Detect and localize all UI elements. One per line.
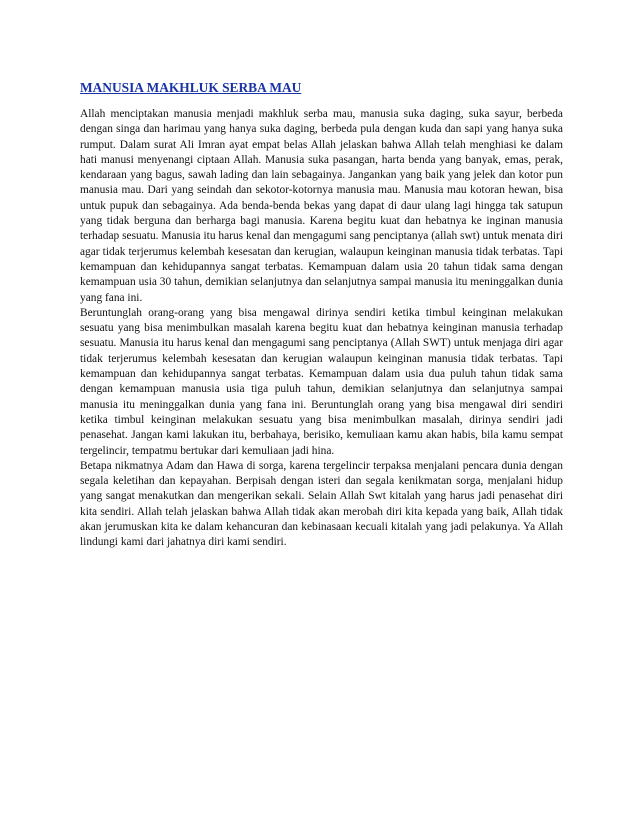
document-page [80, 80, 563, 551]
paragraph-2: Beruntunglah orang-orang yang bisa mengawal dirinya sendiri ketika timbul keinginan melakukan sesuatu yang bisa menimbulkan masalah karena begitu kuat dan hebatnya keinginan manusia terhadap sesuatu. Manusia itu harus kenal dan mengagumi sang penciptanya (Allah SWT) untuk menjaga diri agar tidak terjerumus kelembah kesesatan dan kerugian walaupun keinginan manusia tidak terbatas. Tapi kemampuan dan kehidupannya sangat terbatas. Kemampuan dalam usia dua puluh tahun tidak sama dengan kemampuan manusia usia tiga puluh tahun, demikian selanjutnya dan selanjutnya sampai manusia itu meninggalkan dunia yang fana ini. Beruntunglah orang yang bisa mengawal diri sendiri ketika timbul keinginan melakukan sesuatu yang bisa menimbulkan masalah, dirinya sendiri jadi penasehat. Jangan kami lakukan itu, berbahaya, berisiko, kemuliaan kamu akan habis, bila kamu sempat tergelincir, tempatmu bertukar dari kemuliaan jadi hina. [80, 306, 563, 457]
document-title: MANUSIA MAKHLUK SERBA MAU [80, 80, 302, 95]
paragraph-1: Allah menciptakan manusia menjadi makhluk serba mau, manusia suka daging, suka sayur, berbeda dengan singa dan harimau yang hanya suka daging, berbeda pula dengan kuda dan sapi yang hanya suka rumput. Dalam surat Ali Imran ayat empat belas Allah jelaskan bahwa Allah telah menghiasi ke dalam hati manusi menyenangi ciptaan Allah. Manusia suka pasangan, harta benda yang banyak, emas, perak, kendaraan yang bagus, sawah lading dan lain sebagainya. Jangankan yang baik yang jelek dan kotor pun manusia mau. Dari yang seindah dan sekotor-kotornya manusia mau. Manusia mau kotoran hewan, bisa untuk pupuk dan sebagainya. Ada benda-benda bekas yang dapat di daur ulang lagi hingga tak satupun yang tidak berguna dan berharga bagi manusia. Karena begitu kuat dan hebatnya ke inginan manusia terhadap sesuatu. Manusia itu harus kenal dan mengagumi sang penciptanya (allah swt) untuk menata diri agar tidak terjerumus kelembah kesesatan dan kerugian, walaupun keinginan manusia tidak terbatas. Tapi kemampuan dan kehidupannya sangat terbatas. Kemampuan dalam usia 20 tahun tidak sama dengan kemampuan usia 30 tahun, demikian selanjutnya dan selanjutnya sampai manusia itu meninggalkan dunia yang fana ini. [80, 108, 563, 304]
paragraph-3: Betapa nikmatnya Adam dan Hawa di sorga, karena tergelincir terpaksa menjalani pencara dunia dengan segala keletihan dan kepayahan. Berpisah dengan isteri dan segala kenikmatan sorga, menjalani hidup yang sangat menakutkan dan mengerikan sekali. Selain Allah Swt kitalah yang harus jadi penasehat diri kita sendiri. Allah telah jelaskan bahwa Allah tidak akan merobah diri kita kepada yang baik, Allah tidak akan jerumuskan kita ke dalam kehancuran dan kebinasaan kecuali kitalah yang jadi pelakunya. Ya Allah lindungi kami dari jahatnya diri kami sendiri. [80, 459, 563, 549]
